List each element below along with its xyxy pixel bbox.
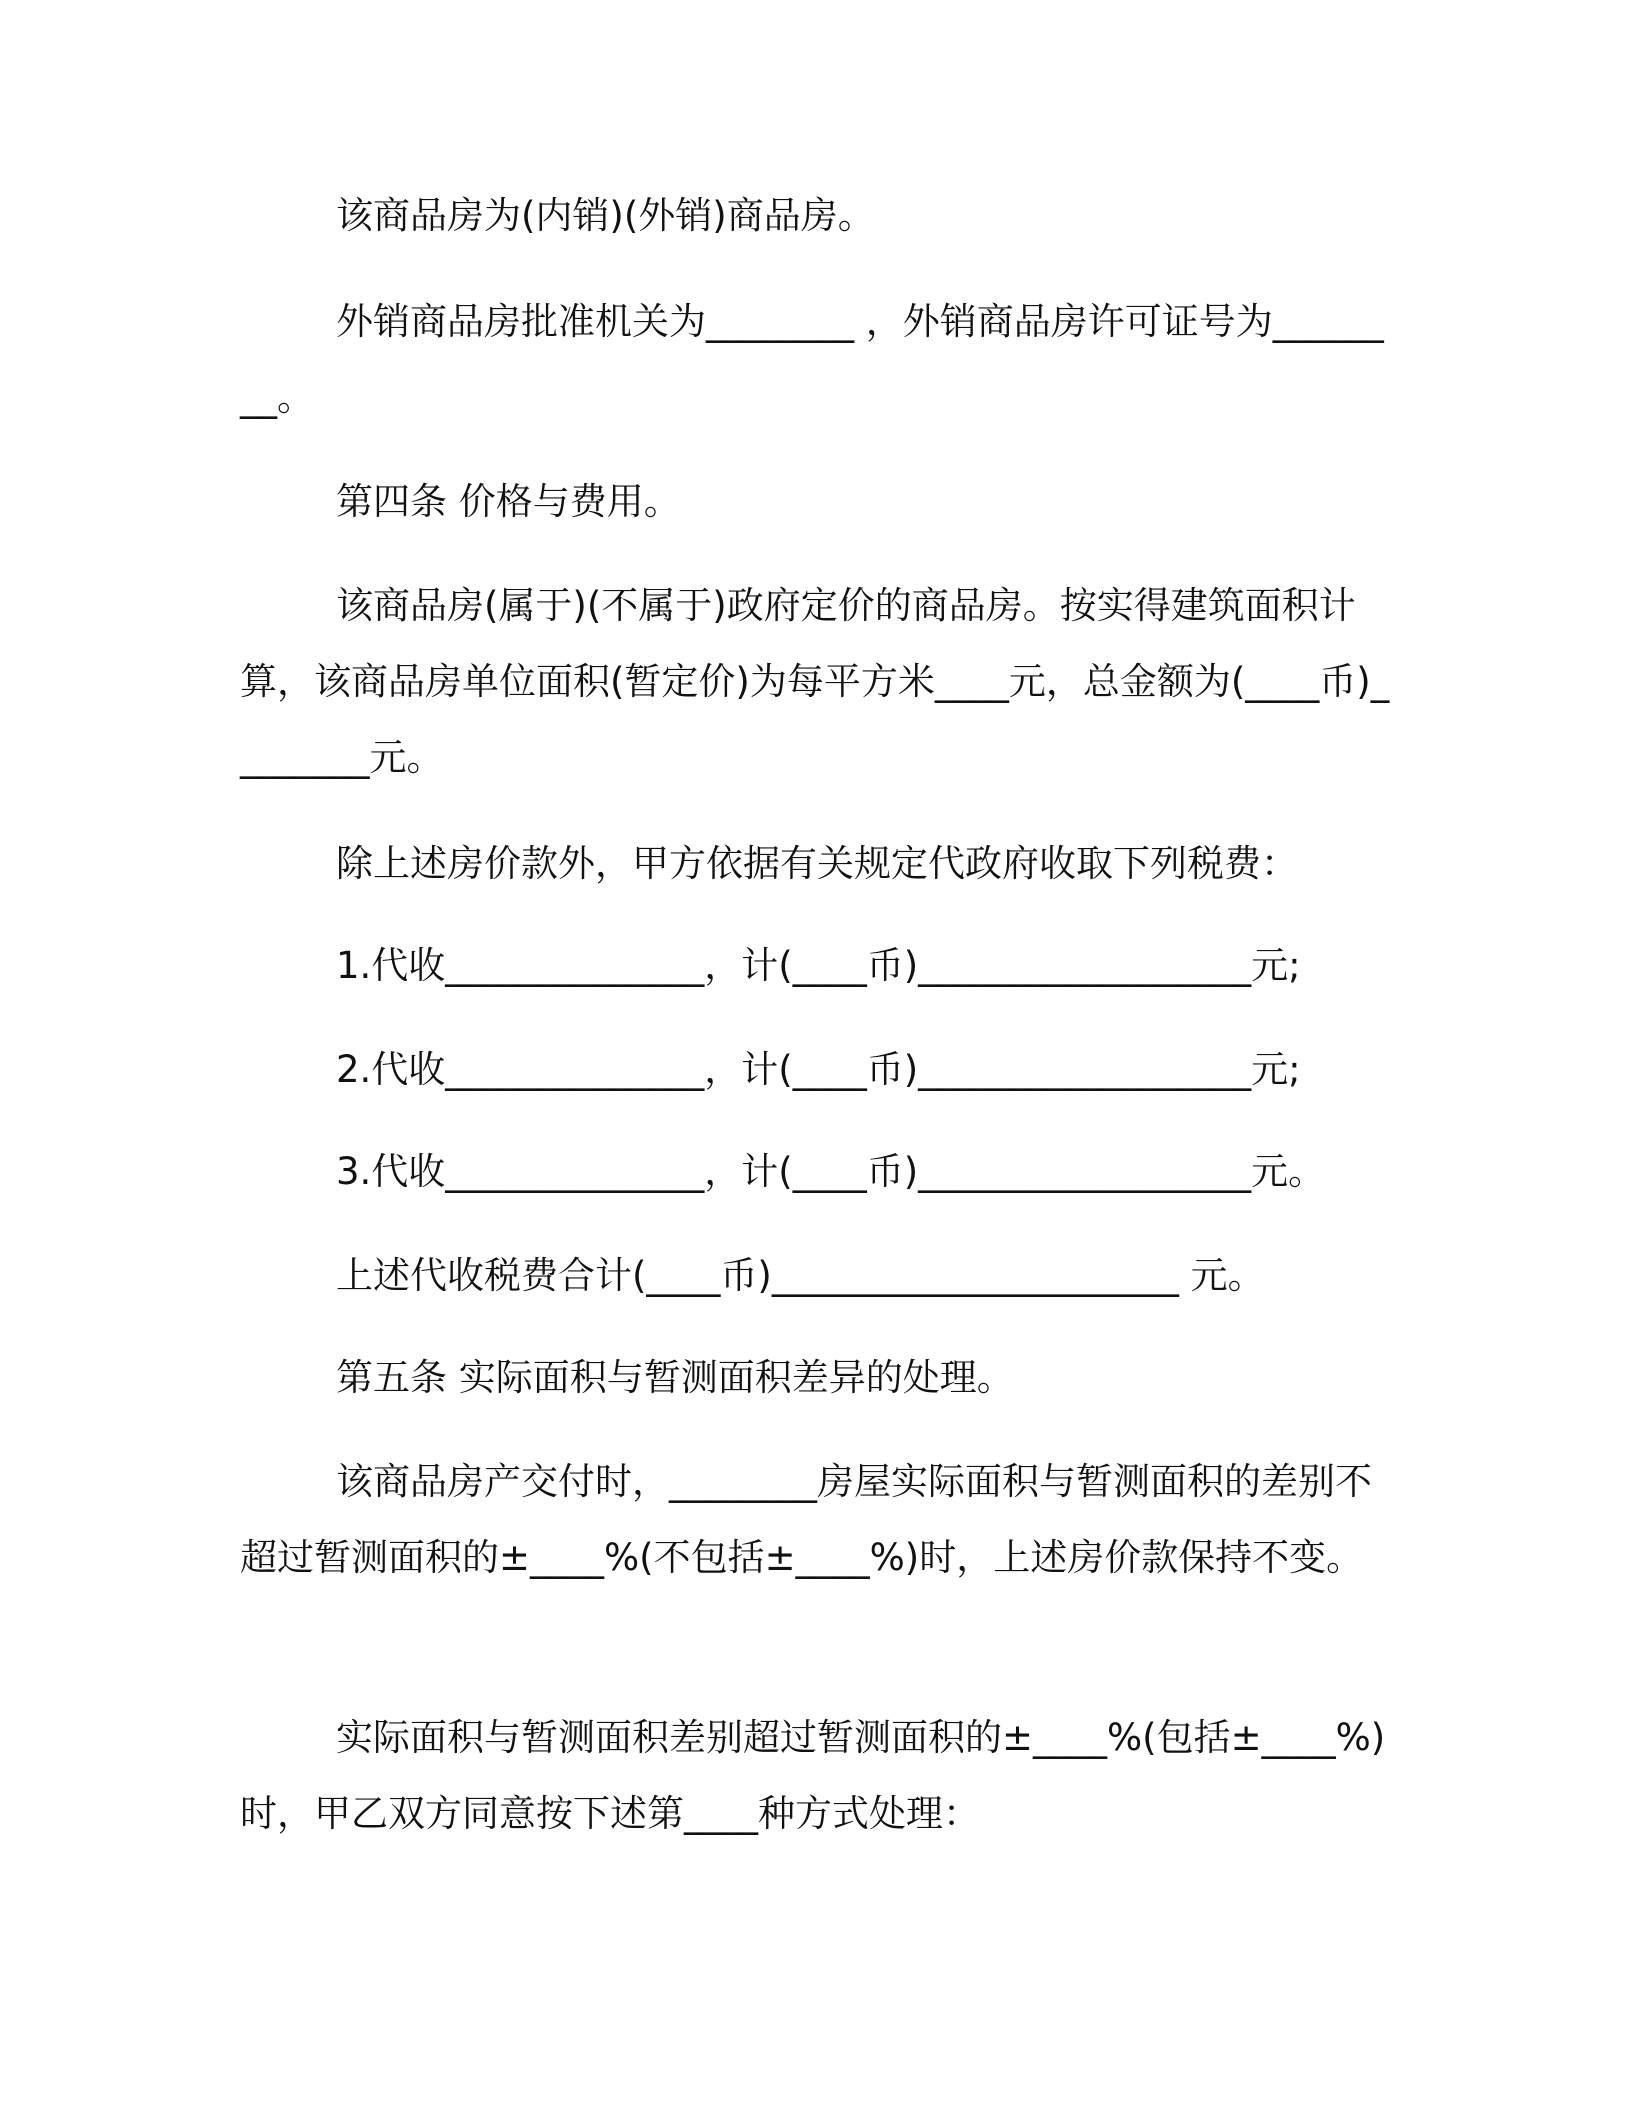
paragraph-5: 该商品房产交付时，________房屋实际面积与暂测面积的差别不超过暂测面积的±____%(不包括±____%)时，上述房价款保持不变。 <box>240 1460 1372 1579</box>
paragraph-4: 除上述房价款外，甲方依据有关规定代政府收取下列税费： <box>336 842 1298 885</box>
tax-item-2: 2.代收______________，计(____币)__________________元; <box>336 1048 1301 1091</box>
paragraph-3: 该商品房(属于)(不属于)政府定价的商品房。按实得建筑面积计算，该商品房单位面积(暂定价)为每平方米____元，总金额为(____币)________元。 <box>240 584 1390 779</box>
tax-item-3: 3.代收______________，计(____币)__________________元。 <box>336 1150 1326 1193</box>
tax-item-1: 1.代收______________，计(____币)__________________元; <box>336 944 1301 987</box>
heading-article-4: 第四条 价格与费用。 <box>336 480 681 523</box>
tax-total: 上述代收税费合计(____币)______________________ 元。 <box>336 1254 1265 1297</box>
paragraph-6: 实际面积与暂测面积差别超过暂测面积的±____%(包括±____%)时，甲乙双方同意按下述第____种方式处理： <box>240 1716 1386 1835</box>
paragraph-2: 外销商品房批准机关为________ ，外销商品房许可证号为________。 <box>240 300 1384 419</box>
paragraph-1: 该商品房为(内销)(外销)商品房。 <box>336 194 875 237</box>
heading-article-5: 第五条 实际面积与暂测面积差异的处理。 <box>336 1356 1014 1399</box>
